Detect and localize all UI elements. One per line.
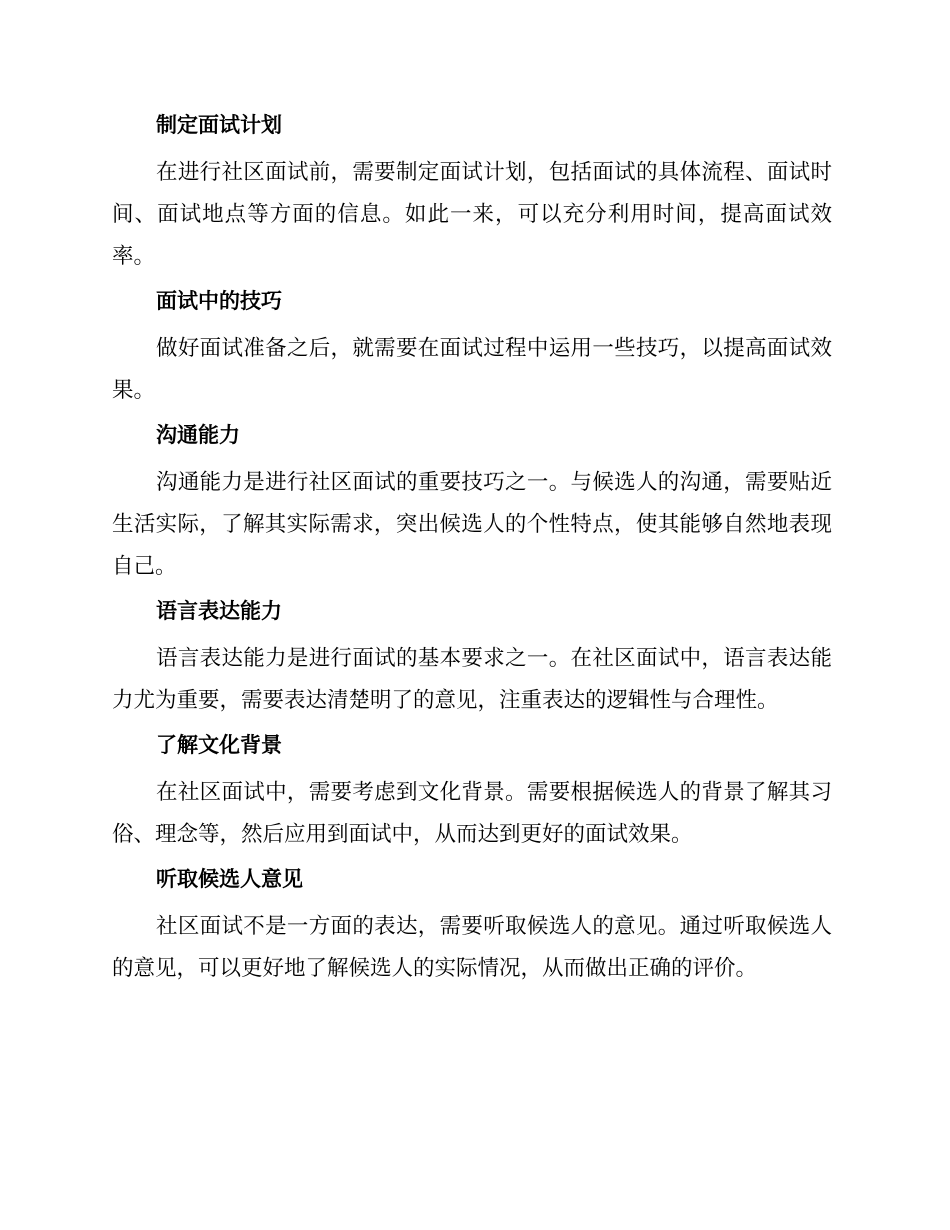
section-heading: 语言表达能力	[156, 599, 282, 623]
section-paragraph: 在社区面试中，需要考虑到文化背景。需要根据候选人的背景了解其习俗、理念等，然后应用到面试中，从而达到更好的面试效果。	[112, 780, 832, 847]
section-heading: 了解文化背景	[156, 733, 282, 757]
document-page	[112, 110, 832, 998]
section-communication	[112, 420, 832, 588]
section-paragraph: 在进行社区面试前，需要制定面试计划，包括面试的具体流程、面试时间、面试地点等方面的信息。如此一来，可以充分利用时间，提高面试效率。	[112, 160, 832, 269]
section-paragraph: 沟通能力是进行社区面试的重要技巧之一。与候选人的沟通，需要贴近生活实际，了解其实际需求，突出候选人的个性特点，使其能够自然地表现自己。	[112, 470, 832, 579]
section-candidate-opinions	[112, 864, 832, 990]
section-cultural-background	[112, 730, 832, 856]
section-paragraph: 语言表达能力是进行面试的基本要求之一。在社区面试中，语言表达能力尤为重要，需要表达清楚明了的意见，注重表达的逻辑性与合理性。	[112, 646, 832, 713]
section-heading: 听取候选人意见	[156, 867, 303, 891]
section-language-expression	[112, 596, 832, 722]
section-heading: 制定面试计划	[156, 113, 282, 137]
section-paragraph: 社区面试不是一方面的表达，需要听取候选人的意见。通过听取候选人的意见，可以更好地了解候选人的实际情况，从而做出正确的评价。	[112, 914, 832, 981]
section-interview-techniques	[112, 286, 832, 412]
section-heading: 面试中的技巧	[156, 289, 282, 313]
section-heading: 沟通能力	[156, 423, 240, 447]
section-paragraph: 做好面试准备之后，就需要在面试过程中运用一些技巧，以提高面试效果。	[112, 336, 832, 403]
section-interview-plan	[112, 110, 832, 278]
